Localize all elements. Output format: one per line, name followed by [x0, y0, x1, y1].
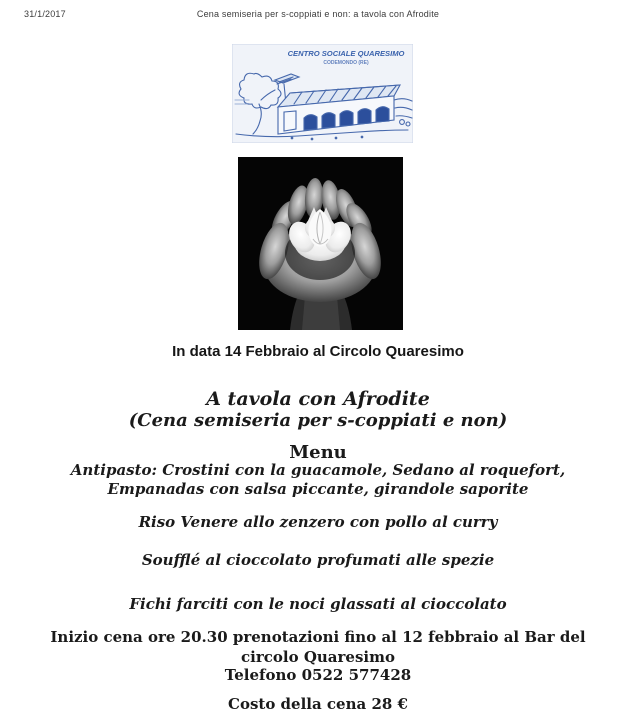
building-line-drawing-icon	[232, 44, 413, 143]
price-line: Costo della cena 28 €	[228, 695, 408, 713]
phone-line: Telefono 0522 577428	[224, 666, 412, 684]
menu-course-dolce: Soufflé al cioccolato profumati alle spezie	[141, 551, 495, 569]
event-subtitle: (Cena semiseria per s-coppiati e non)	[128, 410, 508, 431]
print-header-title: Cena semiseria per s-coppiati e non: a tavola con Afrodite	[196, 9, 440, 19]
centro-sociale-logo	[232, 44, 413, 143]
menu-course-primo: Riso Venere allo zenzero con pollo al curry	[138, 513, 498, 531]
event-title: A tavola con Afrodite	[206, 388, 430, 410]
logo-subtitle-text: CODEMONDO (RE)	[323, 60, 369, 66]
event-date-line: In data 14 Febbraio al Circolo Quaresimo	[172, 343, 464, 360]
print-date: 31/1/2017	[24, 9, 66, 19]
menu-course-fichi: Fichi farciti con le noci glassati al cioccolato	[129, 595, 507, 613]
logo-title-text: CENTRO SOCIALE QUARESIMO	[287, 49, 405, 58]
booking-info-line: Inizio cena ore 20.30 prenotazioni fino al 12 febbraio al Bar del circolo Quaresimo	[50, 628, 586, 666]
hands-cupping-white-rose-photo	[238, 157, 403, 330]
hands-rose-photo	[238, 157, 403, 330]
menu-heading: Menu	[289, 442, 347, 463]
menu-course-antipasto: Antipasto: Crostini con la guacamole, Sedano al roquefort, Empanadas con salsa piccante, girandole saporite	[70, 461, 566, 498]
